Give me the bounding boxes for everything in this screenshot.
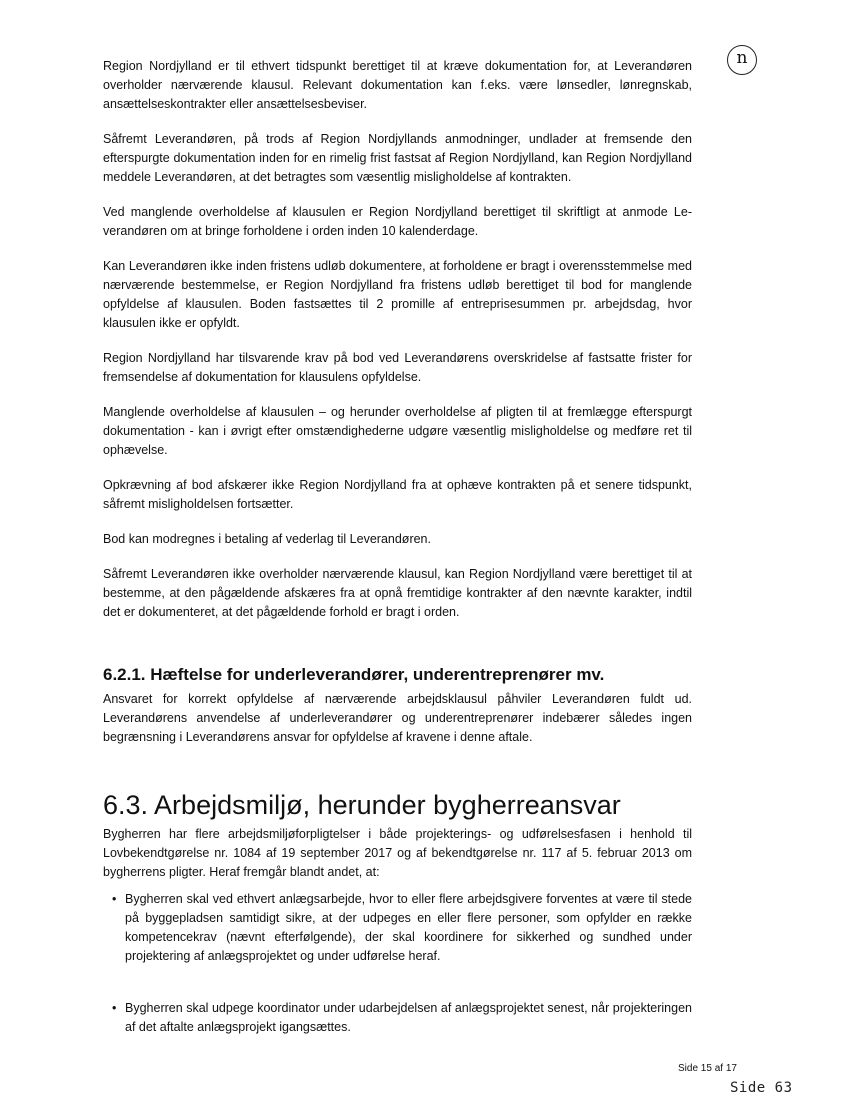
paragraph: Manglende overholdelse af klausulen – og herunder overholdelse af pligten til at fremlægge efterspurgt dokumentation - kan i øvrigt efter omstændighederne udgøre væsentlig misligholdelse og medføre ret til ophævelse.	[103, 405, 692, 457]
paragraph: Region Nordjylland har tilsvarende krav på bod ved Leverandørens overskridelse af fastsatte frister for fremsendelse af dokumentation for klausulens opfyldelse.	[103, 351, 692, 384]
paragraph: Bod kan modregnes i betaling af vederlag til Leverandøren.	[103, 532, 431, 546]
paragraph: Opkrævning af bod afskærer ikke Region Nordjylland fra at ophæve kontrakten på et senere tidspunkt, såfremt misligholdelsen fortsætter.	[103, 478, 692, 511]
bullet-item: • Bygherren skal udpege koordinator under udarbejdelsen af anlægsprojektet senest, når projekteringen af det aftalte anlægsprojekt igangsættes.	[125, 999, 692, 1037]
section-63-bullet-list	[103, 890, 692, 1037]
page-number: Side 15 af 17	[678, 1063, 737, 1074]
logo-glyph: n	[736, 48, 748, 68]
side-stamp: Side 63	[730, 1080, 793, 1096]
paragraph: Såfremt Leverandøren, på trods af Region Nordjyllands anmodninger, undlader at fremsende den efterspurgte dokumentation inden for en rimelig frist fastsat af Region Nordjylland, kan Region Nordjylland meddele Leverandøren, at det betragtes som væsentlig misligholdelse af kontrakten.	[103, 132, 692, 184]
document-body	[103, 57, 692, 1070]
section-63-heading: 6.3. Arbejdsmiljø, herunder bygherreansvar	[103, 790, 621, 820]
paragraph: Kan Leverandøren ikke inden fristens udløb dokumentere, at forholdene er bragt i overensstemmelse med nærværende bestemmelse, er Region Nordjylland fra fristens udløb berettiget til bod for manglende opfyldelse af klausulen. Boden fastsættes til 2 promille af entreprisesummen pr. arbejdsdag, hvor klausulen ikke er opfyldt.	[103, 259, 692, 330]
bullet-item: • Bygherren skal ved ethvert anlægsarbejde, hvor to eller flere arbejdsgivere forventes at være til stede på byggepladsen samtidigt sikre, at der udpeges en eller flere personer, som opfylder en række kompetencekrav (nævnt efterfølgende), der skal koordinere for sikkerhed og sundhed under projektering af anlægsprojektet og under udførelse heraf.	[125, 890, 692, 966]
paragraph: Region Nordjylland er til ethvert tidspunkt berettiget til at kræve dokumentation for, at Leverandøren overholder nærværende klausul. Relevant dokumentation kan f.eks. være lønsedler, lønregnskab, ansættelseskontrakter eller ansættelsesbeviser.	[103, 59, 692, 111]
paragraph: Ved manglende overholdelse af klausulen er Region Nordjylland berettiget til skriftligt at anmode Leverandøren om at bringe forholdene i orden inden 10 kalenderdage.	[103, 205, 692, 238]
section-63-intro: Bygherren har flere arbejdsmiljøforpligtelser i både projekterings- og udførelsesfasen i henhold til Lovbekendtgørelse nr. 1084 af 19 september 2017 og af bekendtgørelse nr. 117 af 5. februar 2013 om bygherrens pligter. Heraf fremgår blandt andet, at:	[103, 827, 692, 879]
section-621-body: Ansvaret for korrekt opfyldelse af nærværende arbejdsklausul påhviler Leverandøren fuldt ud. Leverandørens anvendelse af underleverandører og underentreprenører indebærer således ingen begrænsning i Leverandørens ansvar for opfyldelse af kravene i denne aftale.	[103, 692, 692, 744]
paragraph: Såfremt Leverandøren ikke overholder nærværende klausul, kan Region Nordjylland være berettiget til at bestemme, at den pågældende afskæres fra at opnå fremtidige kontrakter af den nævnte karakter, indtil det er dokumenteret, at det pågældende forhold er bragt i orden.	[103, 567, 692, 619]
circle-n-logo-icon	[727, 45, 757, 75]
section-621-heading: 6.2.1. Hæftelse for underleverandører, underentreprenører mv.	[103, 665, 605, 684]
